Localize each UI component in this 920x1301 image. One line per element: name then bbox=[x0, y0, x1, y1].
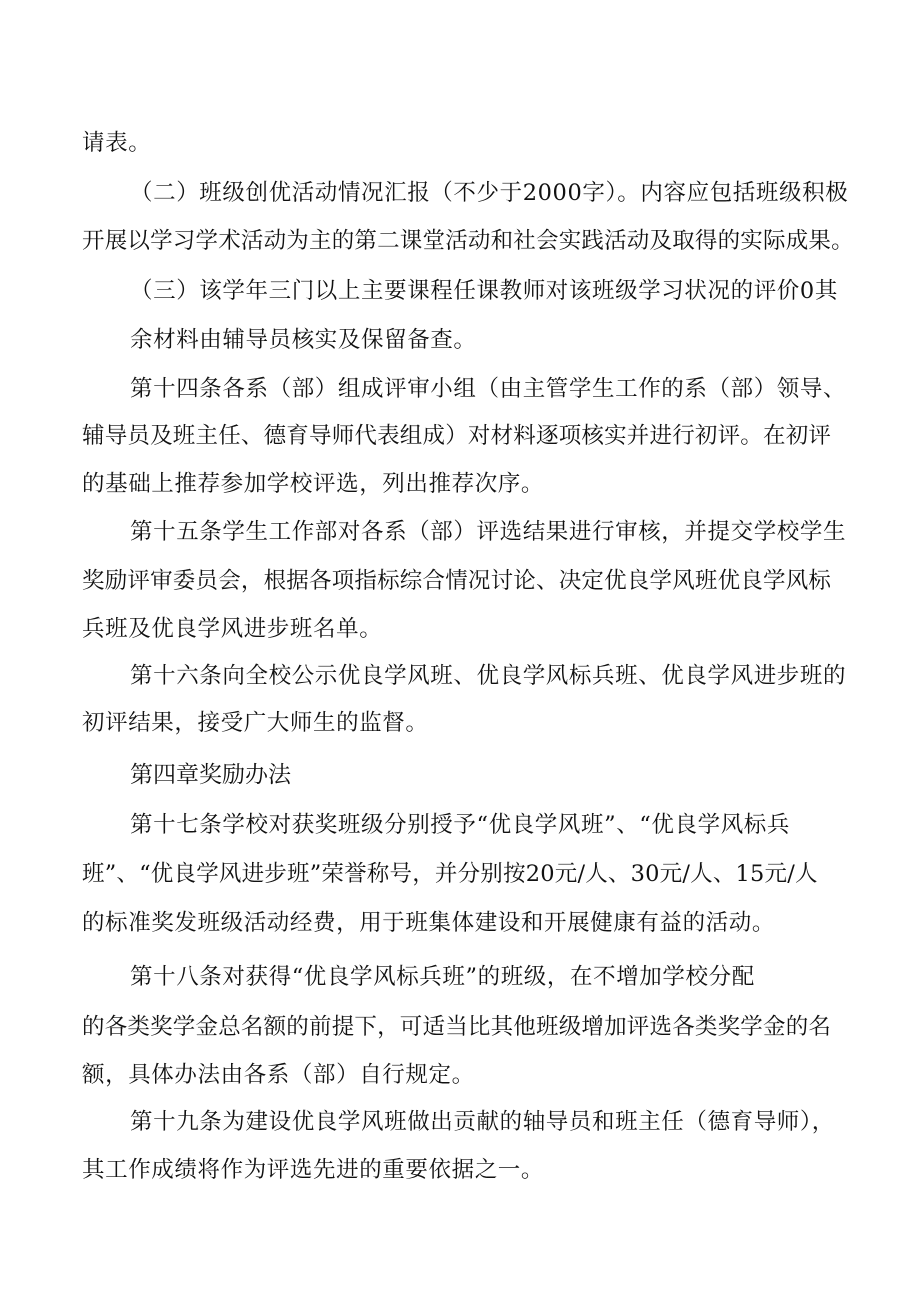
text-line: 辅导员及班主任、德育导师代表组成）对材料逐项核实并进行初评。在初评 bbox=[82, 423, 832, 449]
text-line: 请表。 bbox=[82, 130, 152, 156]
text-line: 额，具体办法由各系（部）自行规定。 bbox=[82, 1062, 475, 1088]
text-line: 的各类奖学金总名额的前提下，可适当比其他班级增加评选各类奖学金的名 bbox=[82, 1014, 832, 1040]
text-line: 班”、“优良学风进步班”荣誉称号，并分别按20元/人、30元/人、15元/人 bbox=[82, 861, 818, 887]
text-line: 开展以学习学术活动为主的第二课堂活动和社会实践活动及取得的实际成果。 bbox=[82, 228, 854, 254]
chapter-heading: 第四章奖励办法 bbox=[130, 762, 291, 788]
text-line: 初评结果，接受广大师生的监督。 bbox=[82, 710, 429, 736]
text-line: 第十四条各系（部）组成评审小组（由主管学生工作的系（部）领导、 bbox=[130, 376, 847, 402]
text-line: 第十六条向全校公示优良学风班、优良学风标兵班、优良学风进步班的 bbox=[130, 663, 847, 689]
text-line: 奖励评审委员会，根据各项指标综合情况讨论、决定优良学风班优良学风标 bbox=[82, 568, 832, 594]
text-line: 的标准奖发班级活动经费，用于班集体建设和开展健康有益的活动。 bbox=[82, 910, 776, 936]
text-line: 第十五条学生工作部对各系（部）评选结果进行审核，并提交学校学生 bbox=[130, 519, 847, 545]
text-line: 其工作成绩将作为评选先进的重要依据之一。 bbox=[82, 1157, 545, 1183]
text-line: 余材料由辅导员核实及保留备查。 bbox=[130, 327, 477, 353]
text-line: 第十七条学校对获奖班级分别授予“优良学风班”、“优良学风标兵 bbox=[130, 812, 791, 838]
text-line: 第十九条为建设优良学风班做出贡献的轴导员和班主任（德育导师）， bbox=[130, 1109, 835, 1135]
text-line: 第十八条对获得“优良学风标兵班”的班级，在不增加学校分配 bbox=[130, 964, 755, 990]
text-line: （二）班级创优活动情况汇报（不少于2000字）。内容应包括班级积极 bbox=[130, 180, 849, 206]
text-line: （三）该学年三门以上主要课程任课教师对该班级学习状况的评价0其 bbox=[130, 278, 838, 304]
text-line: 兵班及优良学风进步班名单。 bbox=[82, 616, 383, 642]
text-line: 的基础上推荐参加学校评选，列出推荐次序。 bbox=[82, 471, 545, 497]
